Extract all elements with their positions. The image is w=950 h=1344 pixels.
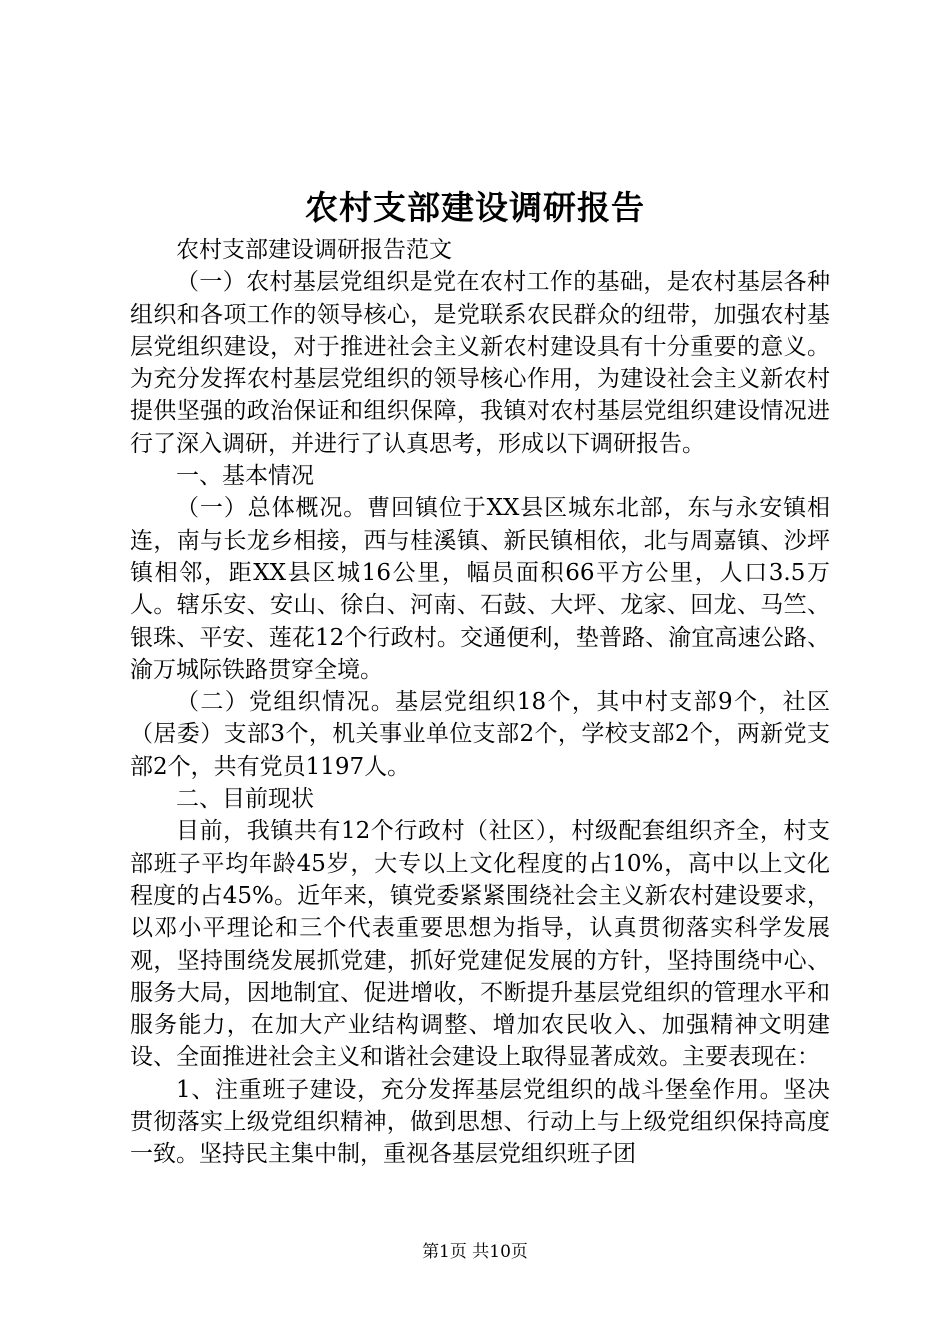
paragraph-current-status: 目前，我镇共有12个行政村（社区），村级配套组织齐全，村支部班子平均年龄45岁，大专以上文化程度的占10%，高中以上文化程度的占45%。近年来，镇党委紧紧围绕社会主义新农村建设要求，以邓小平理论和三个代表重要思想为指导，认真贯彻落实科学发展观，坚持围绕发展抓党建，抓好党建促发展的方针，坚持围绕中心、服务大局，因地制宜、促进增收，不断提升基层党组织的管理水平和服务能力，在加大产业结构调整、增加农民收入、加强精神文明建设、全面推进社会主义和谐社会建设上取得显著成效。主要表现在：	[130, 818, 830, 1071]
paragraph-party-organization: （二）党组织情况。基层党组织18个，其中村支部9个，社区（居委）支部3个，机关事业单位支部2个，学校支部2个，两新党支部2个，共有党员1197人。	[130, 689, 830, 780]
paragraph-intro: （一）农村基层党组织是党在农村工作的基础，是农村基层各种组织和各项工作的领导核心，是党联系农民群众的纽带，加强农村基层党组织建设，对于推进社会主义新农村建设具有十分重要的意义。为充分发挥农村基层党组织的领导核心作用，为建设社会主义新农村提供坚强的政治保证和组织保障，我镇对农村基层党组织建设情况进行了深入调研，并进行了认真思考，形成以下调研报告。	[130, 269, 830, 457]
document-title: 农村支部建设调研报告	[305, 188, 645, 227]
section-heading-basic-situation: 一、基本情况	[176, 463, 314, 490]
paragraph-subtitle: 农村支部建设调研报告范文	[176, 237, 452, 263]
document-body	[130, 234, 830, 1171]
paragraph-team-building: 1、注重班子建设，充分发挥基层党组织的战斗堡垒作用。坚决贯彻落实上级党组织精神，做到思想、行动上与上级党组织保持高度一致。坚持民主集中制，重视各基层党组织班子团	[130, 1076, 830, 1168]
section-heading-current-status: 二、目前现状	[176, 786, 314, 813]
page-footer: 第1页 共10页	[422, 1242, 528, 1262]
paragraph-overview: （一）总体概况。曹回镇位于XX县区城东北部，东与永安镇相连，南与长龙乡相接，西与桂溪镇、新民镇相依，北与周嘉镇、沙坪镇相邻，距XX县区城16公里，幅员面积66平方公里，人口3.5万人。辖乐安、安山、徐白、河南、石鼓、大坪、龙家、回龙、马竺、银珠、平安、莲花12个行政村。交通便利，垫普路、渝宜高速公路、渝万城际铁路贯穿全境。	[130, 495, 830, 683]
